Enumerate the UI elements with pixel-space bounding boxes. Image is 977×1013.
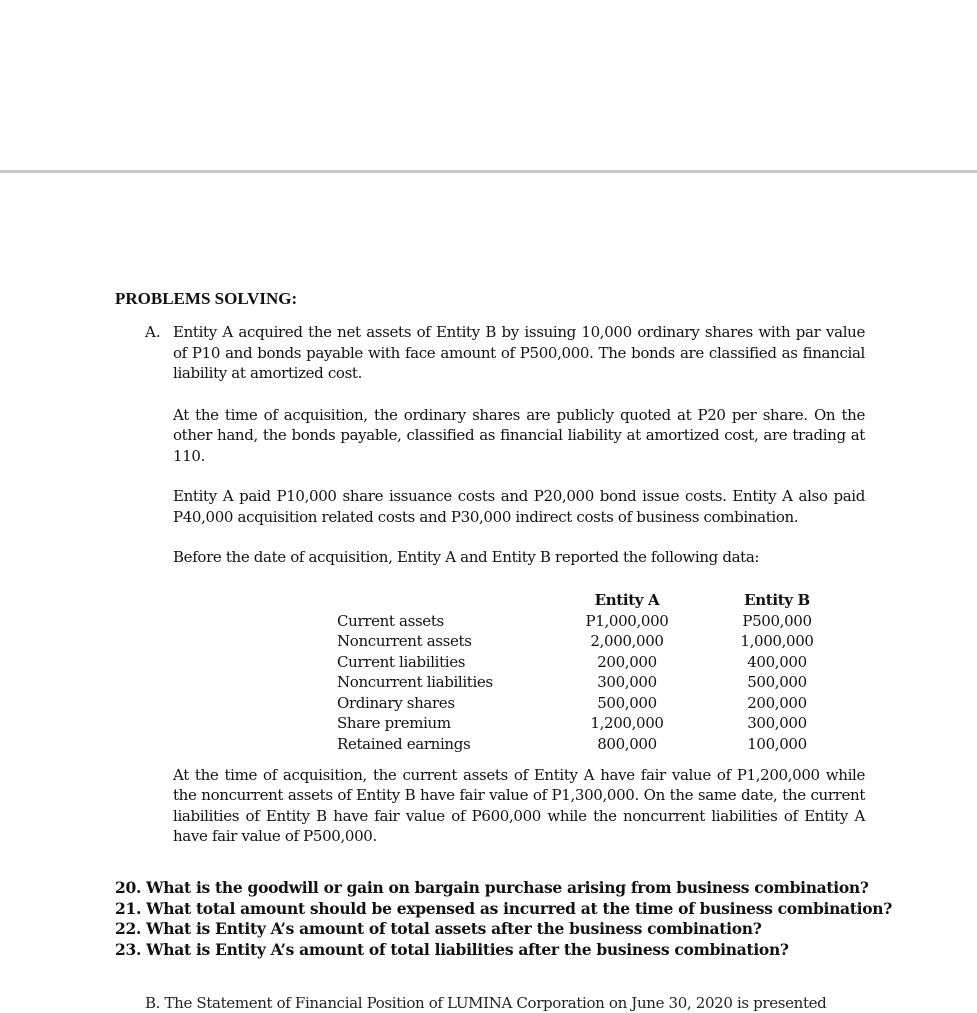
problem-body — [173, 322, 865, 847]
row-label: Current assets — [337, 611, 444, 630]
table-row — [337, 672, 822, 693]
table-row — [337, 631, 822, 652]
entity-a-value: 800,000 — [597, 734, 657, 753]
question-list — [115, 878, 893, 960]
entity-a-value: 200,000 — [597, 652, 657, 671]
entity-a-value: 300,000 — [597, 673, 657, 691]
table-row — [337, 652, 822, 673]
row-label: Current liabilities — [337, 652, 466, 671]
entity-a-value: 2,000,000 — [590, 632, 664, 650]
row-label: Share premium — [337, 714, 451, 732]
table-header-row — [337, 590, 822, 611]
row-label: Noncurrent liabilities — [337, 673, 493, 691]
cut-off-next-problem — [145, 993, 865, 1012]
financial-data-table — [337, 590, 822, 754]
entity-b-value: P500,000 — [742, 611, 812, 630]
row-label: Noncurrent assets — [337, 632, 472, 650]
paragraph-share-prices: At the time of acquisition, the ordinary shares are publicly quoted at P20 per share. On the other hand, the bonds payable, classified as financial liability at amortized cost, are trading at 110. — [173, 405, 865, 465]
row-label: Retained earnings — [337, 734, 471, 753]
page-separator — [0, 170, 977, 173]
table-header-entity-b: Entity B — [744, 591, 810, 609]
section-heading: PROBLEMS SOLVING: — [115, 289, 298, 308]
entity-a-value: 1,200,000 — [590, 714, 664, 732]
entity-b-value: 200,000 — [747, 693, 807, 712]
question-23: 23. What is Entity A’s amount of total liabilities after the business combination? — [115, 939, 789, 959]
table-row — [337, 611, 822, 632]
table-row — [337, 713, 822, 734]
table-row — [337, 693, 822, 714]
entity-a-value: P1,000,000 — [585, 611, 669, 630]
row-label: Ordinary shares — [337, 693, 455, 712]
problem-letter: A. — [145, 323, 161, 341]
table-header-blank — [337, 590, 582, 611]
question-22: 22. What is Entity A’s amount of total assets after the business combination? — [115, 919, 762, 938]
cut-off-text: B. The Statement of Financial Position of LUMINA Corporation on June 30, 2020 is presented — [145, 994, 827, 1012]
entity-b-value: 400,000 — [747, 652, 807, 671]
entity-b-value: 300,000 — [747, 714, 807, 732]
table-header-entity-a: Entity A — [594, 591, 660, 609]
entity-b-value: 1,000,000 — [740, 632, 814, 650]
question-20: 20. What is the goodwill or gain on bargain purchase arising from business combination? — [115, 878, 869, 897]
paragraph-costs: Entity A paid P10,000 share issuance costs and P20,000 bond issue costs. Entity A also paid P40,000 acquisition related costs and P30,000 indirect costs of business combination. — [173, 487, 865, 526]
paragraph-acquisition: Entity A acquired the net assets of Entity B by issuing 10,000 ordinary shares with par value of P10 and bonds payable with face amount of P500,000. The bonds are classified as financial liability at amortized cost. — [173, 323, 865, 382]
entity-b-value: 100,000 — [747, 734, 807, 753]
table-header-gap — [672, 590, 732, 611]
entity-a-value: 500,000 — [597, 693, 657, 712]
paragraph-data-intro: Before the date of acquisition, Entity A and Entity B reported the following data: — [173, 548, 760, 566]
entity-b-value: 500,000 — [747, 673, 807, 691]
paragraph-fair-values: At the time of acquisition, the current assets of Entity A have fair value of P1,200,000 while the noncurrent assets of Entity B have fair value of P1,300,000. On the same date, the current liabilities of Entity B have fair value of P600,000 while the noncurrent liabilities of Entity A have fair value of P500,000. — [173, 765, 865, 845]
question-21: 21. What total amount should be expensed as incurred at the time of business combination? — [115, 898, 893, 918]
table-row — [337, 734, 822, 755]
